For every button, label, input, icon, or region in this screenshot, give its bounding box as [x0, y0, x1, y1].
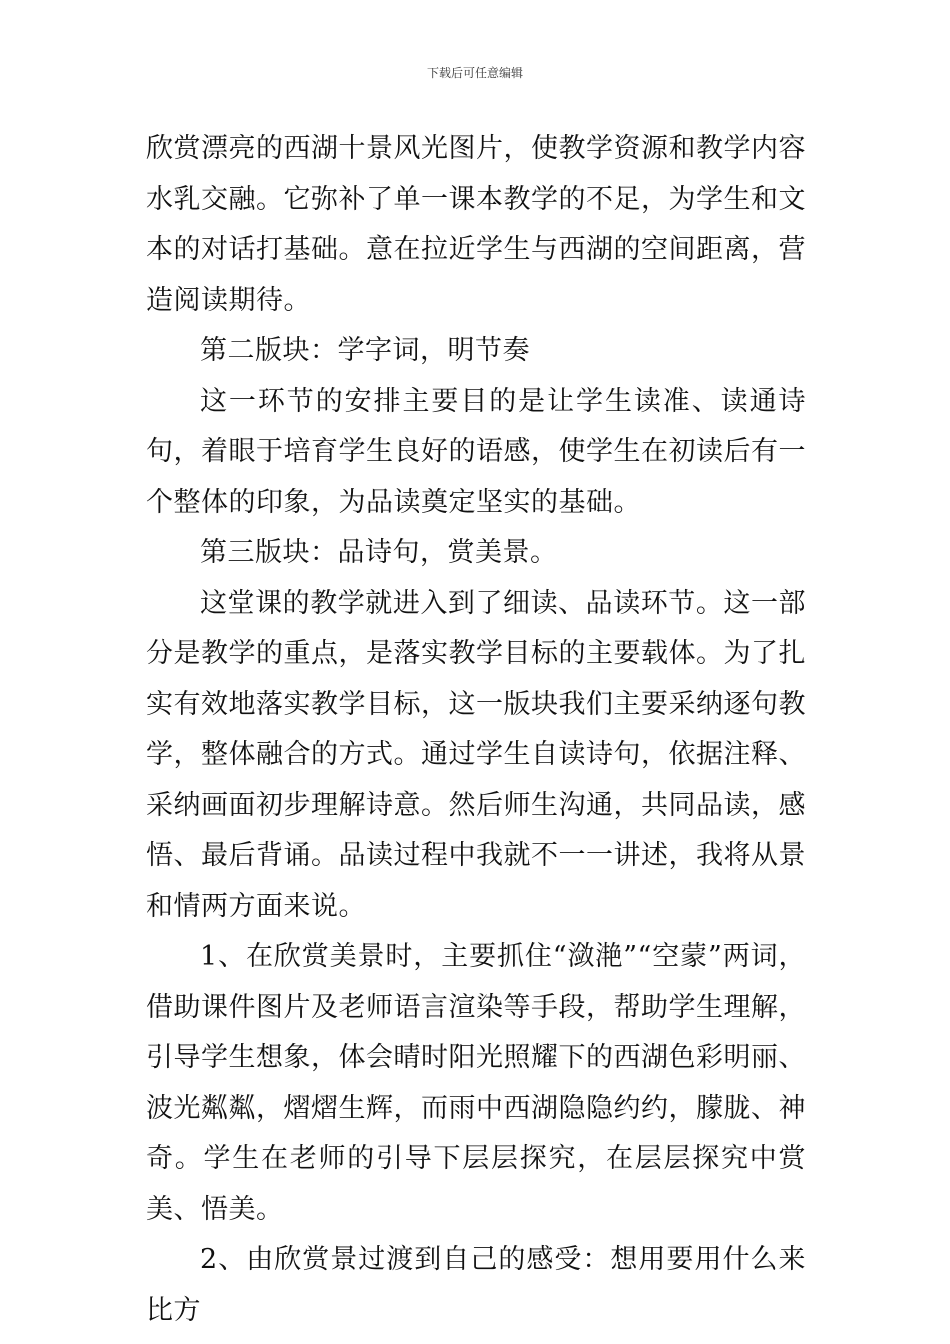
page-header: 下载后可任意编辑	[426, 66, 523, 80]
paragraph-section-2: 这一环节的安排主要目的是让学生读准、读通诗句，着眼于培育学生良好的语感，使学生在初读后有一个整体的印象，为品读奠定坚实的基础。	[146, 385, 806, 518]
document-body	[146, 124, 806, 1336]
paragraph-point-1: 1、在欣赏美景时，主要抓住“潋滟”“空蒙”两词，借助课件图片及老师语言渲染等手段，帮助学生理解，引导学生想象，体会晴时阳光照耀下的西湖色彩明丽、波光粼粼，熠熠生辉，而雨中西湖隐隐约约，朦胧、神奇。学生在老师的引导下层层探究，在层层探究中赏美、悟美。	[146, 941, 806, 1225]
paragraph-section-3: 这堂课的教学就进入到了细读、品读环节。这一部分是教学的重点，是落实教学目标的主要载体。为了扎实有效地落实教学目标，这一版块我们主要采纳逐句教学，整体融合的方式。通过学生自读诗句，依据注释、采纳画面初步理解诗意。然后师生沟通，共同品读，感悟、最后背诵。品读过程中我就不一一讲述，我将从景和情两方面来说。	[146, 587, 806, 922]
paragraph-point-2: 2、由欣赏景过渡到自己的感受：想用要用什么来比方	[146, 1244, 806, 1326]
paragraph-intro: 欣赏漂亮的西湖十景风光图片，使教学资源和教学内容水乳交融。它弥补了单一课本教学的不足，为学生和文本的对话打基础。意在拉近学生与西湖的空间距离，营造阅读期待。	[146, 133, 806, 316]
section-heading-3: 第三版块：品诗句，赏美景。	[200, 537, 558, 568]
section-heading-2: 第二版块：学字词，明节奏	[200, 335, 530, 366]
